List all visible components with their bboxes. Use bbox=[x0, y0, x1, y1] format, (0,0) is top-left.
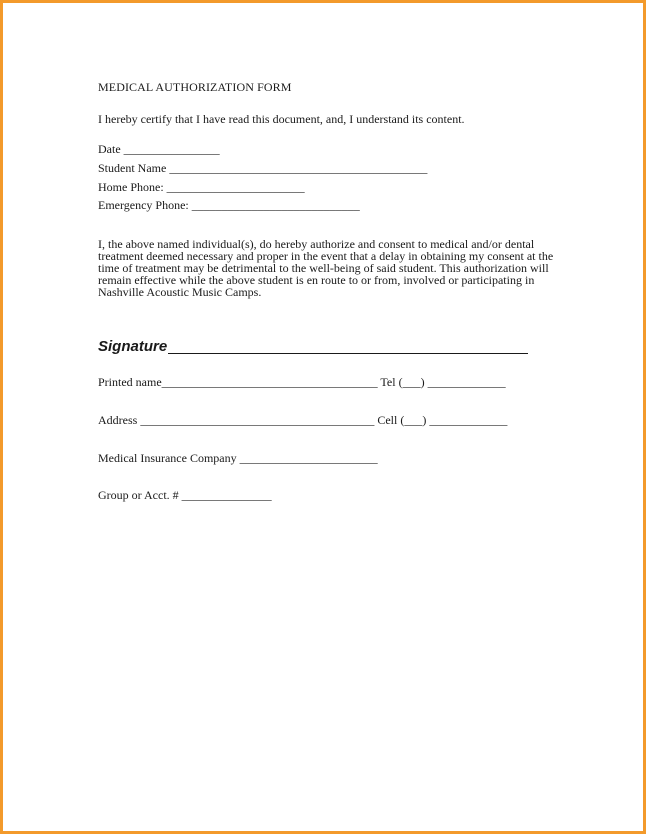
address-cell-field: Address _______________________________________ Cell (___) _____________ bbox=[98, 413, 508, 427]
printed-name-tel-field: Printed name____________________________________ Tel (___) _____________ bbox=[98, 375, 506, 389]
date-field: Date ________________ bbox=[98, 142, 220, 156]
form-title: MEDICAL AUTHORIZATION FORM bbox=[98, 80, 292, 94]
emergency-phone-field: Emergency Phone: ____________________________ bbox=[98, 198, 360, 212]
insurance-company-field: Medical Insurance Company _______________________ bbox=[98, 451, 378, 465]
home-phone-field: Home Phone: _______________________ bbox=[98, 180, 305, 194]
authorization-paragraph: I, the above named individual(s), do hereby authorize and consent to medical and/or dental treatment deemed necessary and proper in the event that a delay in obtaining my consent at the time of treatment may be detrimental to the well-being of said student. This authorization will remain effective while the above student is en route to or from, involved or participating in Nashville Acoustic Music Camps. bbox=[98, 237, 554, 299]
signature-label: Signature bbox=[98, 338, 168, 355]
certify-statement: I hereby certify that I have read this document, and, I understand its content. bbox=[98, 112, 465, 126]
group-account-field: Group or Acct. # _______________ bbox=[98, 488, 272, 502]
student-name-field: Student Name ___________________________________________ bbox=[98, 161, 428, 175]
signature-line bbox=[168, 353, 528, 354]
